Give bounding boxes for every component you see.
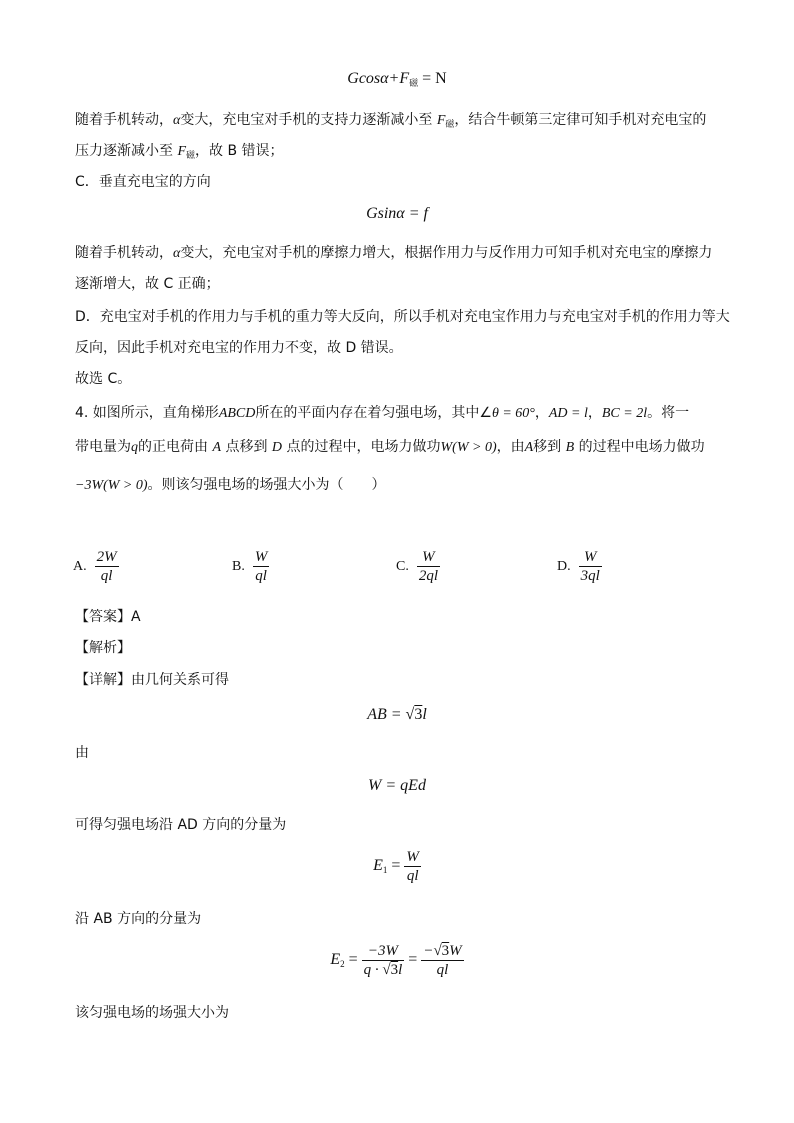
text: 带电量为 bbox=[75, 439, 131, 455]
subscript: 磁 bbox=[186, 151, 196, 161]
math: AB = bbox=[367, 706, 406, 723]
option-d[interactable] bbox=[557, 548, 602, 585]
math: BC = 2l bbox=[601, 406, 648, 421]
detail-tag: 【详解】 bbox=[75, 672, 131, 688]
radicand: 3 bbox=[390, 962, 399, 978]
numerator: W bbox=[254, 549, 268, 565]
fraction bbox=[404, 848, 421, 885]
paragraph-line bbox=[75, 243, 712, 264]
choose-line: 故选 C。 bbox=[75, 371, 132, 387]
text: ，结合牛顿第三定律可知手机对充电宝的 bbox=[454, 112, 707, 128]
question-4-line bbox=[75, 475, 386, 496]
math: q bbox=[131, 440, 138, 455]
answer-line bbox=[75, 607, 141, 627]
sqrt-symbol: √ bbox=[433, 943, 442, 959]
detail-line bbox=[75, 670, 229, 690]
numerator: W bbox=[406, 849, 419, 865]
denominator: ql bbox=[255, 568, 267, 584]
math: = bbox=[344, 951, 362, 969]
math: −3W bbox=[75, 478, 104, 493]
option-label: B. bbox=[232, 558, 245, 574]
math: B bbox=[565, 440, 575, 455]
paragraph-line: 反向，因此手机对充电宝的作用力不变，故 D 错误。 bbox=[75, 340, 403, 356]
denominator: ql bbox=[100, 568, 113, 584]
eq-top-right: = N bbox=[418, 70, 447, 87]
option-c-heading: C．垂直充电宝的方向 bbox=[75, 174, 211, 190]
math: (W > 0) bbox=[103, 478, 148, 493]
denominator bbox=[362, 961, 405, 979]
sqrt-symbol: √ bbox=[382, 962, 391, 978]
denominator: ql bbox=[436, 962, 449, 978]
math: ABCD bbox=[218, 406, 256, 421]
text: ， bbox=[534, 405, 549, 421]
math: = bbox=[387, 857, 405, 875]
subscript: 2 bbox=[340, 959, 345, 970]
text-line: 可得匀强电场沿 AD 方向的分量为 bbox=[75, 817, 287, 833]
paragraph-line bbox=[75, 110, 706, 135]
radicand: 3 bbox=[441, 943, 450, 959]
option-label: C. bbox=[396, 558, 409, 574]
math: l bbox=[422, 706, 427, 723]
numerator: 2W bbox=[96, 549, 117, 565]
math: W bbox=[449, 943, 462, 959]
alpha-symbol: α bbox=[173, 246, 181, 261]
text: 由几何关系可得 bbox=[131, 672, 229, 688]
fraction bbox=[253, 548, 270, 585]
math: A bbox=[524, 440, 534, 455]
paragraph-line: D．充电宝对手机的作用力与手机的重力等大反向，所以手机对充电宝作用力与充电宝对手机的作用力等大 bbox=[75, 309, 730, 325]
force-symbol: F bbox=[177, 144, 187, 159]
text: 变大，充电宝对手机的支持力逐渐减小至 bbox=[180, 112, 437, 128]
eq-top-sub: 磁 bbox=[409, 78, 419, 88]
math: E bbox=[330, 951, 341, 969]
equation-force-balance bbox=[0, 70, 794, 89]
math: D bbox=[271, 440, 283, 455]
text: 的过程中电场力做功 bbox=[574, 439, 705, 455]
equation-e1 bbox=[0, 848, 794, 885]
text-line: 沿 AB 方向的分量为 bbox=[75, 911, 202, 927]
math: θ = 60° bbox=[491, 406, 535, 421]
fraction bbox=[417, 548, 440, 585]
math: E bbox=[373, 857, 383, 875]
text: 的正电荷由 bbox=[138, 439, 213, 455]
denominator: 3ql bbox=[580, 568, 600, 584]
numerator bbox=[421, 942, 463, 961]
text: 点移到 bbox=[221, 439, 272, 455]
option-b[interactable] bbox=[232, 548, 269, 585]
fraction bbox=[421, 942, 463, 979]
paragraph-line bbox=[75, 141, 284, 166]
fraction bbox=[362, 942, 405, 979]
math: q · bbox=[363, 962, 383, 978]
text: 压力逐渐减小至 bbox=[75, 143, 178, 159]
subscript: 磁 bbox=[445, 120, 455, 130]
question-4-line bbox=[75, 437, 705, 458]
equation-friction: Gsinα = f bbox=[366, 205, 428, 222]
text: 所在的平面内存在着匀强电场，其中∠ bbox=[255, 405, 492, 421]
text: 点的过程中，电场力做功 bbox=[282, 439, 441, 455]
math: − bbox=[423, 943, 434, 959]
denominator: ql bbox=[406, 868, 419, 884]
text: ，由 bbox=[496, 439, 525, 455]
denominator: 2ql bbox=[418, 568, 439, 584]
equation-work: W = qEd bbox=[368, 777, 426, 794]
option-label: D. bbox=[557, 558, 571, 574]
numerator: W bbox=[579, 548, 602, 567]
question-4-line bbox=[75, 403, 689, 424]
numerator: −3W bbox=[362, 942, 405, 961]
force-symbol: F bbox=[436, 113, 446, 128]
text: 。则该匀强电场的场强大小为（ ） bbox=[147, 477, 386, 493]
paragraph-line: 逐渐增大，故 C 正确； bbox=[75, 276, 220, 292]
fraction bbox=[95, 548, 119, 585]
option-label: A. bbox=[73, 558, 87, 574]
math: l bbox=[398, 962, 403, 978]
answer-value: A bbox=[131, 609, 141, 625]
subscript: 1 bbox=[382, 865, 388, 876]
text-line: 由 bbox=[75, 745, 89, 761]
text: 随着手机转动， bbox=[75, 112, 173, 128]
text: 变大，充电宝对手机的摩擦力增大，根据作用力与反作用力可知手机对充电宝的摩擦力 bbox=[180, 245, 713, 261]
option-c[interactable] bbox=[396, 548, 440, 585]
radicand: 3 bbox=[414, 706, 423, 723]
answer-tag: 【答案】 bbox=[75, 609, 131, 625]
alpha-symbol: α bbox=[173, 113, 181, 128]
math: = bbox=[404, 951, 422, 969]
math: (W > 0) bbox=[452, 440, 497, 455]
text: ，故 B 错误； bbox=[195, 143, 284, 159]
math: W bbox=[440, 440, 453, 455]
equation-ab bbox=[0, 706, 794, 724]
equation-e2 bbox=[0, 942, 794, 979]
text: 。将一 bbox=[647, 405, 690, 421]
text: 移到 bbox=[533, 439, 566, 455]
text: 随着手机转动， bbox=[75, 245, 173, 261]
text-line: 该匀强电场的场强大小为 bbox=[75, 1005, 229, 1021]
text: ， bbox=[587, 405, 602, 421]
text: 4. 如图所示，直角梯形 bbox=[75, 405, 219, 421]
numerator: W bbox=[417, 548, 440, 567]
option-a[interactable] bbox=[73, 548, 119, 585]
fraction bbox=[579, 548, 602, 585]
math: A bbox=[212, 440, 222, 455]
analysis-tag: 【解析】 bbox=[75, 640, 131, 656]
math: AD = l bbox=[548, 406, 588, 421]
eq-top-left: Gcosα+F bbox=[347, 70, 410, 87]
sqrt-symbol: √ bbox=[405, 706, 415, 723]
